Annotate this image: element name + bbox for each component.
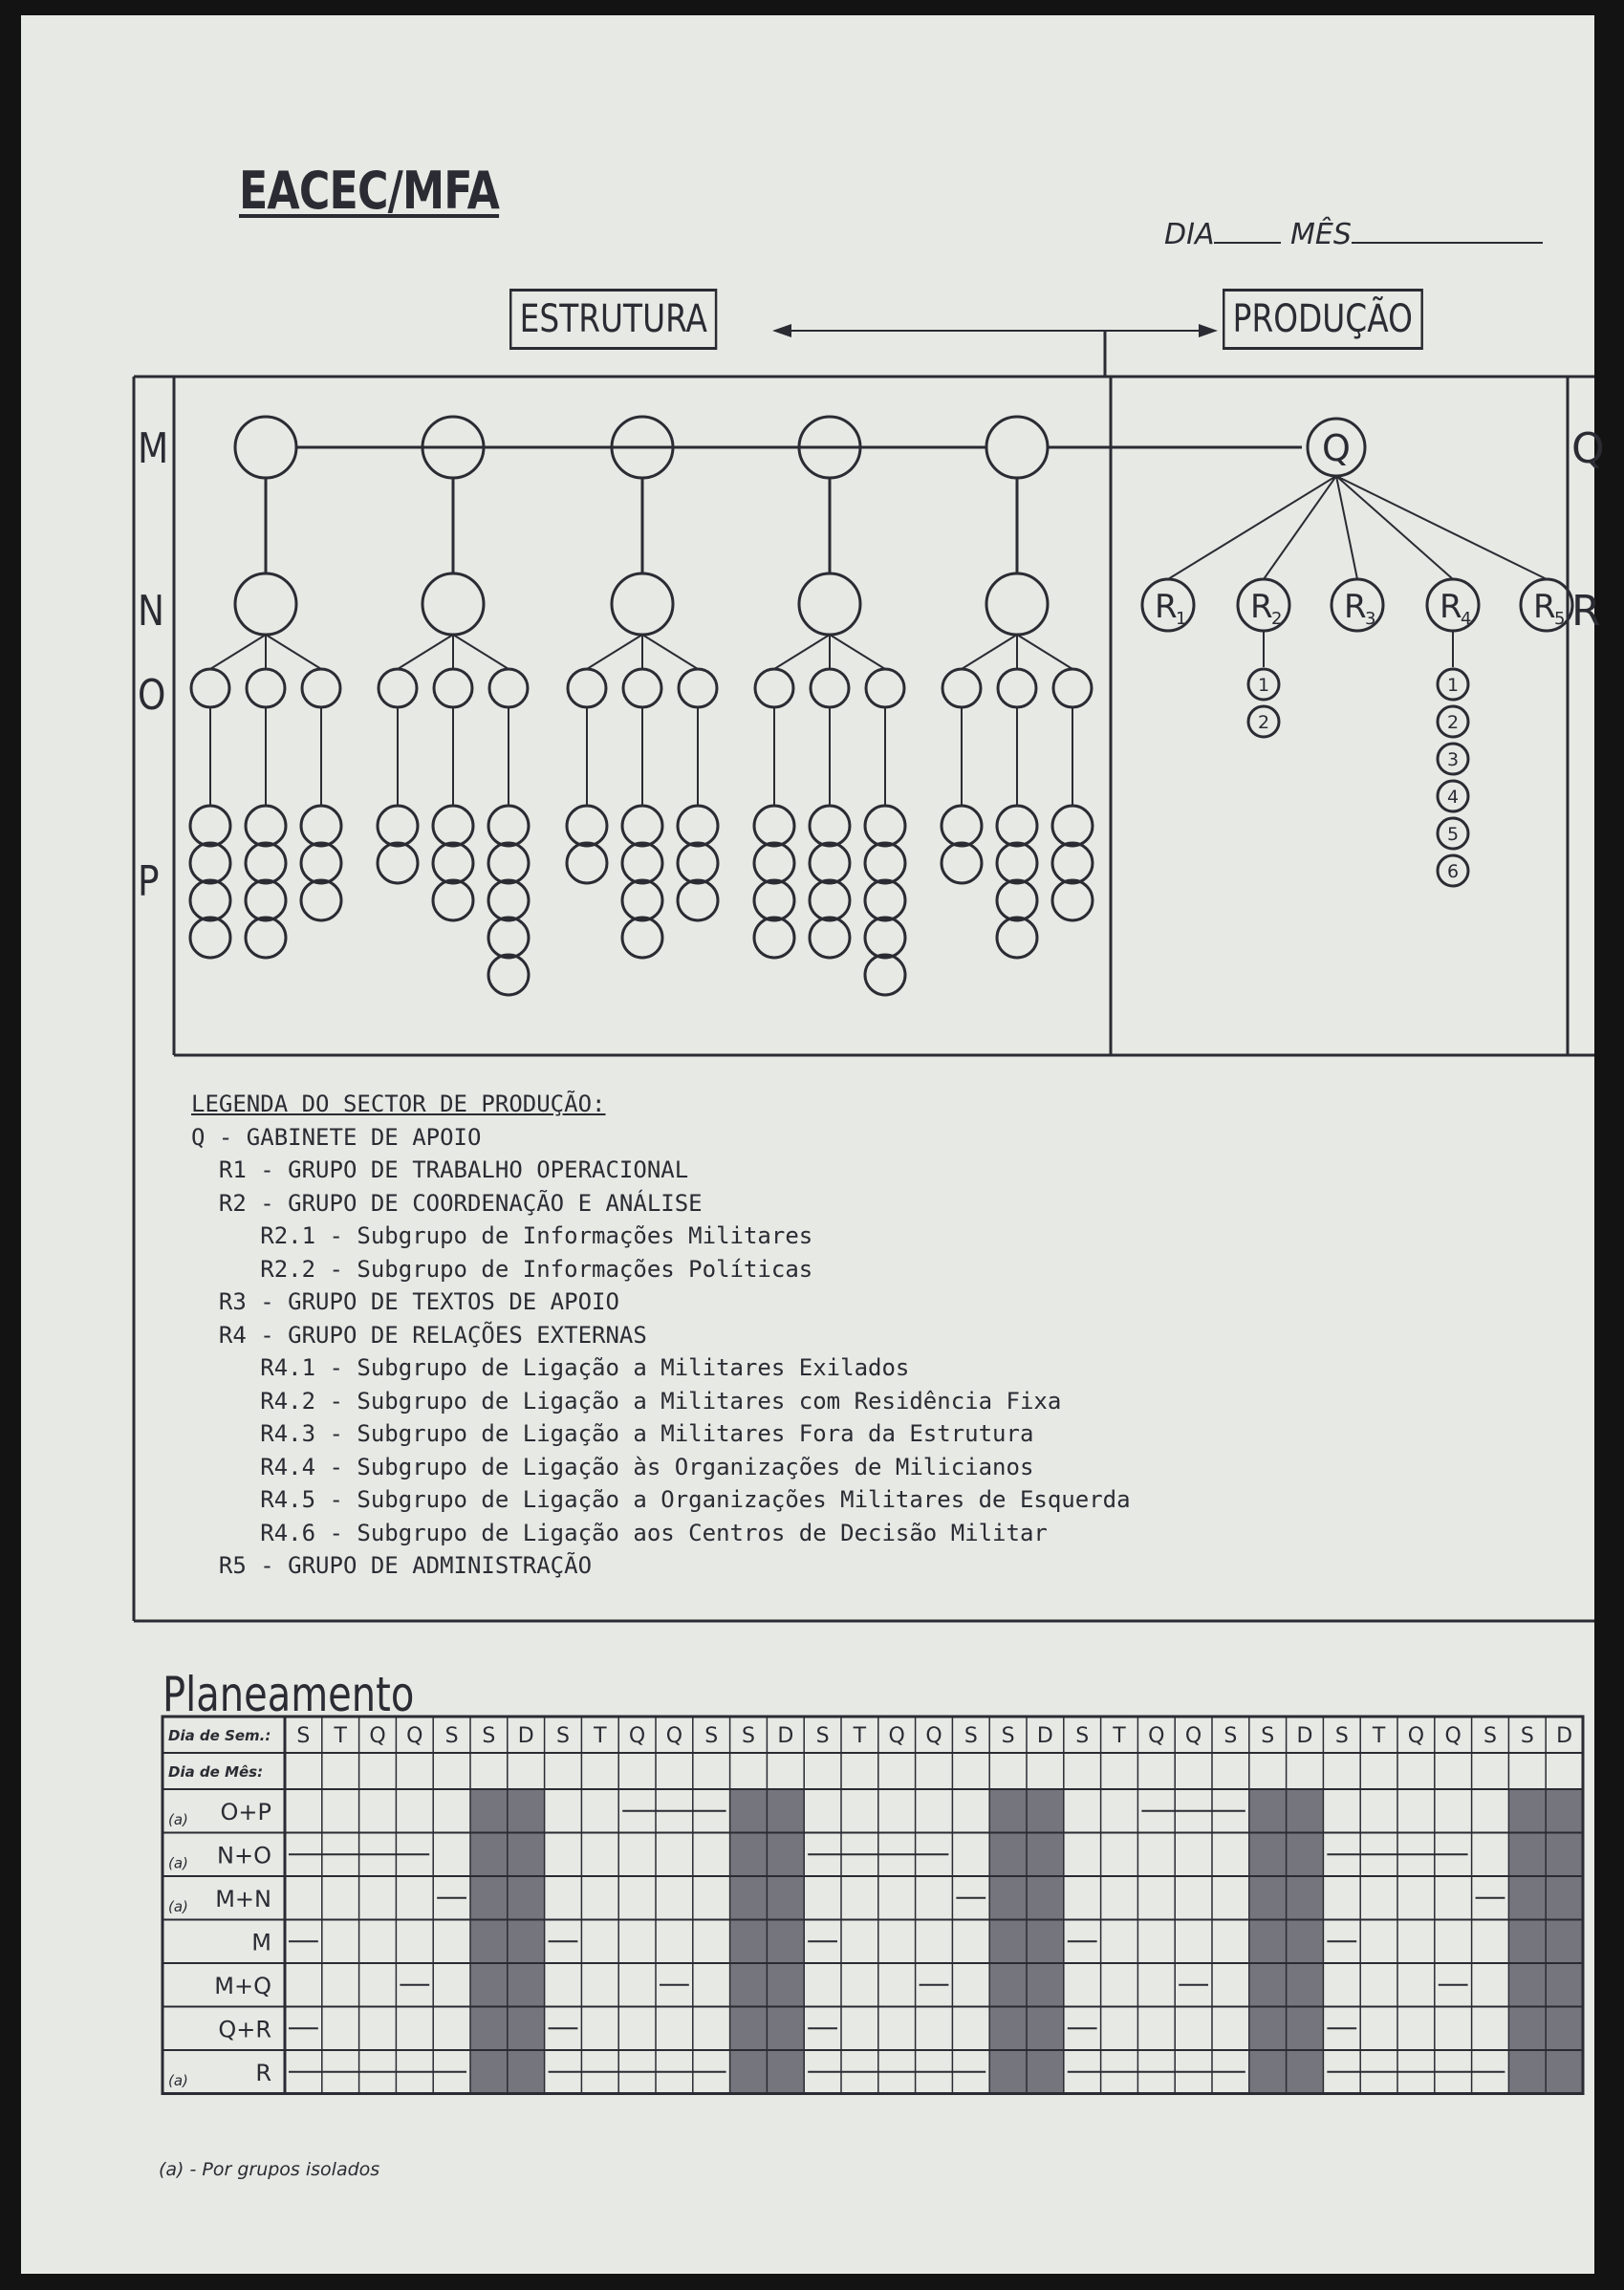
weekday-cell: Q (1407, 1724, 1425, 1748)
weekend-shade (1508, 1789, 1546, 2094)
node-p (488, 955, 529, 995)
node-p (378, 843, 418, 883)
node-p (567, 806, 607, 846)
node-p (246, 806, 286, 846)
arrow-head-right (1199, 324, 1218, 337)
weekday-cell: S (815, 1724, 830, 1748)
node-p (997, 880, 1037, 920)
level-label-r: R (1571, 587, 1601, 636)
node-n (612, 573, 673, 635)
node-r-child-label: 3 (1446, 749, 1460, 770)
node-p (488, 918, 529, 958)
legend-item: R4.5 - Subgrupo de Ligação a Organizações Militares de Esquerda (191, 1486, 1131, 1513)
node-o (302, 669, 340, 707)
weekday-cell: Q (665, 1724, 683, 1748)
node-o (755, 669, 793, 707)
structure-tree (190, 417, 1302, 995)
node-o (623, 669, 661, 707)
weekday-cell: Q (925, 1724, 942, 1748)
legend-item: R4.2 - Subgrupo de Ligação a Militares com Residência Fixa (191, 1387, 1062, 1415)
planning-footnote: (a) - Por grupos isolados (159, 2159, 380, 2180)
grid-border (162, 1717, 1583, 2094)
row-label: M (251, 1929, 271, 1956)
node-p (246, 843, 286, 883)
legend-item: R4.3 - Subgrupo de Ligação a Militares Fora da Estrutura (191, 1420, 1034, 1447)
weekday-cell: Q (888, 1724, 905, 1748)
weekday-cell: S (1001, 1724, 1015, 1748)
structure-production-arrows (772, 324, 1218, 377)
level-labels (138, 423, 1605, 906)
node-r-child-label: 4 (1446, 787, 1460, 808)
document-sheet (21, 15, 1605, 2274)
node-n (986, 573, 1048, 635)
legend-heading: LEGENDA DO SECTOR DE PRODUÇÃO: (191, 1091, 606, 1117)
node-p (567, 843, 607, 883)
weekday-cell: Q (1148, 1724, 1165, 1748)
weekday-cell: T (1113, 1724, 1126, 1748)
node-m (986, 417, 1048, 478)
weekday-cell: D (777, 1724, 794, 1748)
legend-item: Q - GABINETE DE APOIO (191, 1123, 482, 1151)
node-r-subscript: 2 (1271, 609, 1283, 629)
level-label-n: N (138, 586, 164, 636)
connector-line (1017, 635, 1072, 669)
node-o (1053, 669, 1092, 707)
connector-line (587, 635, 642, 669)
node-p (1052, 880, 1093, 920)
node-p (997, 843, 1037, 883)
connector-line (642, 635, 698, 669)
node-o (568, 669, 606, 707)
node-p (1052, 806, 1093, 846)
weekday-cell: S (444, 1724, 459, 1748)
node-p (810, 806, 850, 846)
node-r-subscript: 5 (1554, 609, 1566, 629)
node-p (865, 955, 905, 995)
node-p (997, 806, 1037, 846)
node-r-child-label: 6 (1446, 861, 1460, 882)
weekend-shade (1287, 1789, 1324, 2094)
weekend-shade (508, 1789, 545, 2094)
row-label: O+P (220, 1798, 271, 1826)
row-label: M+N (215, 1885, 271, 1912)
weekday-cell: S (964, 1724, 978, 1748)
weekday-cell: T (594, 1724, 607, 1748)
node-r-child-label: 1 (1257, 675, 1270, 696)
weekend-shade (730, 1789, 768, 2094)
connector-line (266, 635, 321, 669)
legend-item: R4.4 - Subgrupo de Ligação às Organizações de Milicianos (191, 1453, 1034, 1480)
legend-item: R4.6 - Subgrupo de Ligação aos Centros de Decisão Militar (191, 1519, 1048, 1546)
node-p (865, 843, 905, 883)
weekday-cell: S (1223, 1724, 1238, 1748)
weekend-shade (767, 1789, 804, 2094)
node-o (434, 669, 472, 707)
node-p (865, 918, 905, 958)
node-o (247, 669, 285, 707)
weekday-cell: S (556, 1724, 570, 1748)
node-n (422, 573, 484, 635)
row-prefix: (a) (168, 1854, 188, 1872)
node-p (301, 880, 341, 920)
connector-line (1336, 476, 1547, 579)
node-p (865, 880, 905, 920)
connector-line (1264, 476, 1336, 579)
node-r-label: R (1533, 588, 1556, 626)
row-prefix: (a) (168, 1897, 188, 1915)
node-p (301, 843, 341, 883)
weekend-shade (1027, 1789, 1064, 2094)
weekday-cell: S (1261, 1724, 1275, 1748)
level-label-p: P (138, 856, 160, 906)
node-p (190, 918, 230, 958)
weekday-cell: T (334, 1724, 347, 1748)
node-p (301, 806, 341, 846)
weekday-cell: Q (369, 1724, 386, 1748)
weekday-cell: S (482, 1724, 496, 1748)
node-p (622, 918, 662, 958)
node-o (379, 669, 417, 707)
connector-line (210, 635, 266, 669)
node-p (754, 880, 794, 920)
connector-line (830, 635, 885, 669)
planning-grid (21, 1712, 1594, 2161)
production-tree (1142, 419, 1572, 886)
connector-line (962, 635, 1017, 669)
row-label: Q+R (218, 2016, 271, 2043)
node-q-label: Q (1322, 427, 1351, 469)
node-p (622, 880, 662, 920)
weekday-cell: Q (1444, 1724, 1462, 1748)
node-r-label: R (1155, 588, 1178, 626)
node-p (678, 843, 718, 883)
node-p (622, 843, 662, 883)
connector-line (453, 635, 509, 669)
production-box: PRODUÇÃO (1223, 289, 1423, 350)
row-header-date: Dia de Mês: (168, 1763, 264, 1781)
row-label: M+Q (214, 1972, 271, 1999)
weekday-cell: D (517, 1724, 534, 1748)
planning-title: Planeamento (162, 1667, 415, 1722)
node-p (1052, 843, 1093, 883)
legend-item: R1 - GRUPO DE TRABALHO OPERACIONAL (191, 1156, 689, 1183)
node-o (866, 669, 904, 707)
weekday-cell: D (1036, 1724, 1053, 1748)
weekday-cell: Q (406, 1724, 423, 1748)
weekday-cell: S (1334, 1724, 1349, 1748)
node-p (433, 806, 473, 846)
node-p (810, 843, 850, 883)
node-p (246, 880, 286, 920)
node-p (190, 880, 230, 920)
weekend-shade (1546, 1789, 1583, 2094)
node-r-subscript: 1 (1176, 609, 1187, 629)
node-p (754, 918, 794, 958)
connector-line (398, 635, 453, 669)
node-p (754, 843, 794, 883)
weekend-shade (470, 1789, 508, 2094)
level-label-q: Q (1571, 424, 1605, 473)
legend (191, 1088, 1131, 1583)
node-o (489, 669, 528, 707)
node-o (942, 669, 981, 707)
weekday-cell: D (1556, 1724, 1573, 1748)
node-p (622, 806, 662, 846)
node-p (942, 806, 982, 846)
level-label-o: O (138, 670, 166, 720)
row-header-weekday: Dia de Sem.: (168, 1727, 271, 1744)
node-p (488, 843, 529, 883)
weekday-cell: Q (628, 1724, 646, 1748)
node-o (998, 669, 1036, 707)
document-title: EACEC/MFA (239, 161, 500, 221)
node-p (942, 843, 982, 883)
node-r-subscript: 3 (1365, 609, 1376, 629)
node-r-label: R (1344, 588, 1367, 626)
row-label: N+O (217, 1842, 271, 1869)
legend-item: R2.1 - Subgrupo de Informações Militares (191, 1222, 813, 1249)
node-p (433, 880, 473, 920)
weekday-cell: S (1075, 1724, 1090, 1748)
weekday-cell: D (1296, 1724, 1313, 1748)
legend-item: R4.1 - Subgrupo de Ligação a Militares Exilados (191, 1354, 910, 1381)
node-m (235, 417, 296, 478)
node-p (754, 806, 794, 846)
node-r-child-label: 2 (1257, 712, 1270, 733)
node-p (810, 880, 850, 920)
node-p (488, 880, 529, 920)
structure-box: ESTRUTURA (509, 289, 718, 350)
node-r-subscript: 4 (1461, 609, 1472, 629)
connector-line (1168, 476, 1336, 579)
arrow-head-left (772, 324, 791, 337)
node-o (811, 669, 849, 707)
weekend-shade (989, 1789, 1027, 2094)
node-p (190, 806, 230, 846)
level-label-m: M (138, 423, 169, 473)
node-p (865, 806, 905, 846)
weekday-cell: S (296, 1724, 311, 1748)
node-r-child-label: 1 (1446, 675, 1460, 696)
node-p (378, 806, 418, 846)
legend-item: R3 - GRUPO DE TEXTOS DE APOIO (191, 1288, 619, 1315)
legend-item: R4 - GRUPO DE RELAÇÕES EXTERNAS (191, 1321, 647, 1349)
node-n (799, 573, 860, 635)
node-p (678, 806, 718, 846)
legend-item: R2.2 - Subgrupo de Informações Políticas (191, 1255, 813, 1283)
weekday-cell: S (704, 1724, 719, 1748)
node-p (810, 918, 850, 958)
month-label: MÊS (1290, 218, 1352, 251)
connector-line (774, 635, 830, 669)
node-o (679, 669, 717, 707)
node-n (235, 573, 296, 635)
legend-item: R5 - GRUPO DE ADMINISTRAÇÃO (191, 1552, 593, 1579)
node-p (997, 918, 1037, 958)
weekday-cell: S (1520, 1724, 1534, 1748)
node-r-child-label: 2 (1446, 712, 1460, 733)
node-p (246, 918, 286, 958)
weekday-cell: Q (1184, 1724, 1202, 1748)
node-p (190, 843, 230, 883)
weekday-cell: T (1372, 1724, 1386, 1748)
row-label: R (255, 2059, 271, 2086)
node-p (678, 880, 718, 920)
weekday-cell: T (853, 1724, 867, 1748)
day-label: DIA (1164, 218, 1215, 251)
weekday-cell: S (742, 1724, 755, 1748)
node-r-label: R (1250, 588, 1273, 626)
weekday-cell: S (1483, 1724, 1497, 1748)
node-p (433, 843, 473, 883)
legend-item: R2 - GRUPO DE COORDENAÇÃO E ANÁLISE (191, 1189, 703, 1217)
node-p (488, 806, 529, 846)
node-o (191, 669, 229, 707)
node-r-label: R (1440, 588, 1462, 626)
node-r-child-label: 5 (1446, 824, 1460, 845)
row-prefix: (a) (168, 1810, 188, 1828)
row-prefix: (a) (168, 2071, 188, 2089)
weekend-shade (1249, 1789, 1287, 2094)
